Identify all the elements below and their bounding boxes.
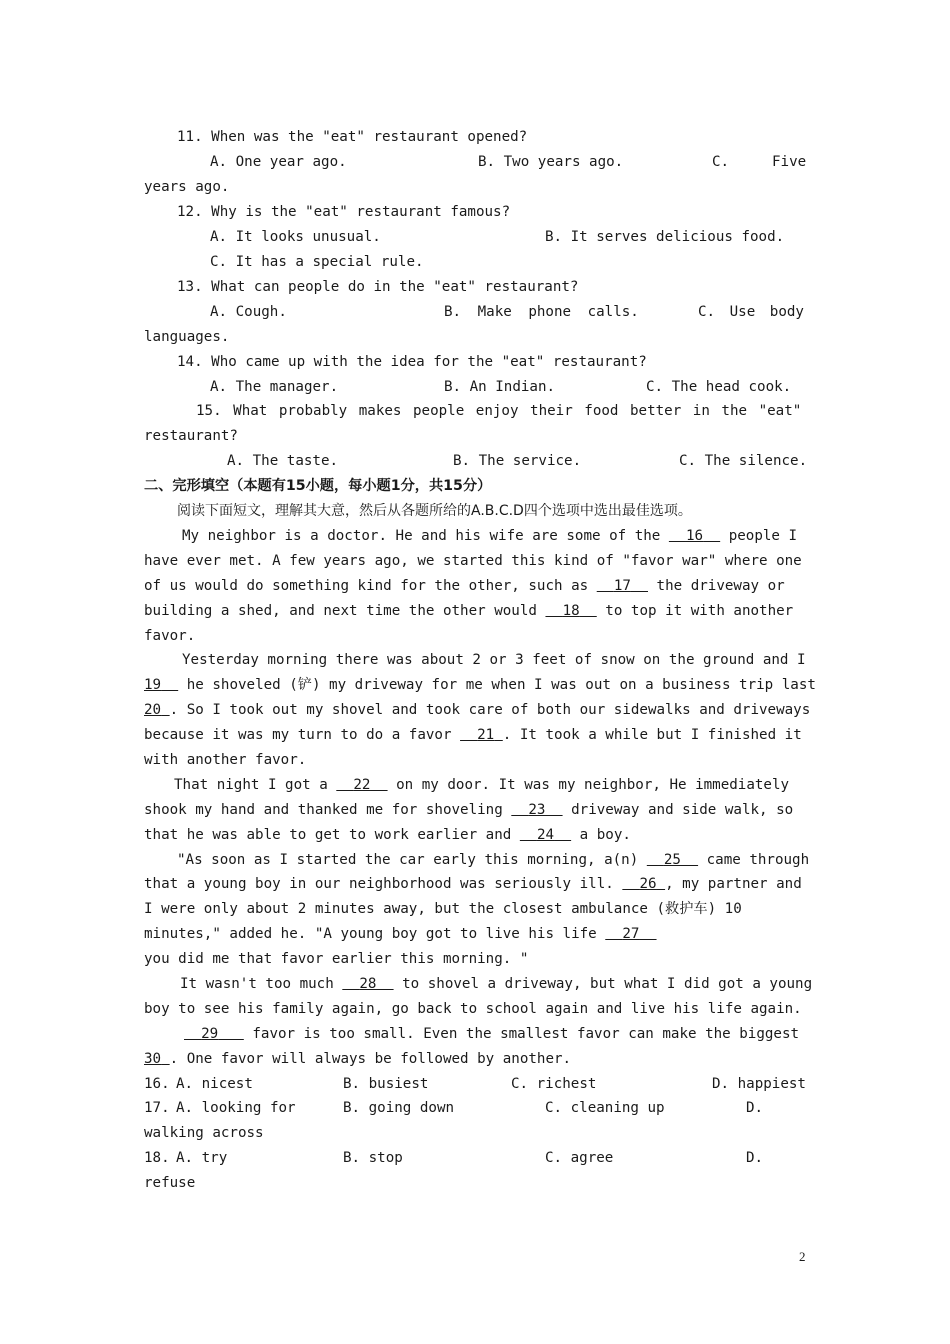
blank-23: 23 bbox=[528, 802, 546, 818]
q13-option-c: C. Use body bbox=[698, 304, 804, 320]
blank-30: 30 bbox=[144, 1051, 162, 1067]
passage-line: favor. bbox=[144, 628, 196, 644]
section-heading: 二、完形填空（本题有15小题，每小题1分，共15分） bbox=[144, 478, 492, 494]
question-12: 12. Why is the "eat" restaurant famous? bbox=[177, 204, 511, 220]
blank-21: 21 bbox=[477, 727, 495, 743]
passage-line: That night I got a 22 on my door. It was my neighbor, He immediately bbox=[174, 777, 790, 793]
blank-16: 16 bbox=[685, 528, 704, 544]
blank-19: 19 bbox=[144, 677, 162, 693]
q12-option-c: C. It has a special rule. bbox=[210, 254, 424, 270]
passage-line: that a young boy in our neighborhood was seriously ill. 26 , my partner and bbox=[144, 876, 802, 892]
option-17-d-cont: walking across bbox=[144, 1125, 264, 1141]
q11-option-c: C. bbox=[712, 154, 730, 170]
option-18-number: 18. bbox=[144, 1150, 170, 1166]
option-18-a: A. try bbox=[176, 1150, 228, 1166]
q15-option-b: B. The service. bbox=[453, 453, 582, 469]
passage-line: have ever met. A few years ago, we started this kind of "favor war" where one bbox=[144, 553, 802, 569]
option-17-b: B. going down bbox=[343, 1100, 455, 1116]
option-16-d: D. happiest bbox=[712, 1076, 806, 1092]
passage-line: boy to see his family again, go back to school again and live his life again. bbox=[144, 1001, 802, 1017]
option-17-number: 17. bbox=[144, 1100, 170, 1116]
passage-line: 30 . One favor will always be followed by another. bbox=[144, 1051, 572, 1067]
passage-line: "As soon as I started the car early this morning, a(n) 25 came through bbox=[177, 852, 810, 868]
blank-28: 28 bbox=[359, 976, 377, 992]
blank-22: 22 bbox=[353, 777, 371, 793]
q11-option-b: B. Two years ago. bbox=[478, 154, 624, 170]
option-18-c: C. agree bbox=[545, 1150, 614, 1166]
passage-line: 29 favor is too small. Even the smallest favor can make the biggest bbox=[201, 1026, 800, 1042]
passage-line: because it was my turn to do a favor 21 . It took a while but I finished it bbox=[144, 727, 802, 743]
q13-option-b: B. Make phone calls. bbox=[444, 304, 639, 320]
blank-26: 26 bbox=[639, 876, 657, 892]
q14-option-a: A. The manager. bbox=[210, 379, 339, 395]
q12-option-b: B. It serves delicious food. bbox=[545, 229, 785, 245]
blank-17: 17 bbox=[613, 578, 631, 594]
q11-option-a: A. One year ago. bbox=[210, 154, 347, 170]
passage-line: shook my hand and thanked me for shoveling 23 driveway and side walk, so bbox=[144, 802, 794, 818]
passage-line: minutes," added he. "A young boy got to live his life 27 bbox=[144, 926, 640, 942]
passage-line: I were only about 2 minutes away, but the closest ambulance (救护车) 10 bbox=[144, 901, 742, 917]
question-11: 11. When was the "eat" restaurant opened? bbox=[177, 129, 528, 145]
blank-29: 29 bbox=[201, 1026, 219, 1042]
question-15: 15. What probably makes people enjoy their food better in the "eat" bbox=[196, 403, 802, 419]
option-16-b: B. busiest bbox=[343, 1076, 429, 1092]
section-instruction: 阅读下面短文，理解其大意，然后从各题所给的A.B.C.D四个选项中选出最佳选项。 bbox=[177, 503, 692, 519]
option-18-b: B. stop bbox=[343, 1150, 403, 1166]
blank-18: 18 bbox=[562, 603, 580, 619]
passage-line: 19 he shoveled (铲) my driveway for me when I was out on a business trip last bbox=[144, 677, 816, 693]
q15-option-a: A. The taste. bbox=[227, 453, 339, 469]
option-17-c: C. cleaning up bbox=[545, 1100, 665, 1116]
q14-option-c: C. The head cook. bbox=[646, 379, 792, 395]
blank-27: 27 bbox=[622, 926, 640, 942]
passage-line: that he was able to get to work earlier and 24 a boy. bbox=[144, 827, 631, 843]
q15-option-c: C. The silence. bbox=[679, 453, 808, 469]
passage-line: with another favor. bbox=[144, 752, 307, 768]
option-16-c: C. richest bbox=[511, 1076, 597, 1092]
page-number: 2 bbox=[799, 1249, 806, 1264]
q11-option-c-text: Five bbox=[772, 154, 807, 170]
q13-option-c-cont: languages. bbox=[144, 329, 230, 345]
blank-20: 20 bbox=[144, 702, 162, 718]
passage-line: Yesterday morning there was about 2 or 3 feet of snow on the ground and I bbox=[182, 652, 806, 668]
blank-24: 24 bbox=[536, 827, 555, 843]
passage-line: My neighbor is a doctor. He and his wife are some of the 16 people I bbox=[182, 528, 798, 544]
option-17-d: D. bbox=[746, 1100, 764, 1116]
option-17-a: A. looking for bbox=[176, 1100, 296, 1116]
option-16-number: 16. bbox=[144, 1076, 170, 1092]
q14-option-b: B. An Indian. bbox=[444, 379, 556, 395]
passage-line: you did me that favor earlier this morning. " bbox=[144, 951, 529, 967]
option-18-d-cont: refuse bbox=[144, 1175, 196, 1191]
q11-option-c-cont: years ago. bbox=[144, 179, 230, 195]
blank-25: 25 bbox=[663, 852, 681, 868]
passage-line: It wasn't too much 28 to shovel a driveway, but what I did got a young bbox=[180, 976, 813, 992]
passage-line: building a shed, and next time the other would 18 to top it with another bbox=[144, 603, 794, 619]
q13-option-a: A. Cough. bbox=[210, 304, 287, 320]
option-18-d: D. bbox=[746, 1150, 764, 1166]
question-13: 13. What can people do in the "eat" restaurant? bbox=[177, 279, 579, 295]
passage-line: of us would do something kind for the other, such as 17 the driveway or bbox=[144, 578, 785, 594]
question-15-cont: restaurant? bbox=[144, 428, 238, 444]
question-14: 14. Who came up with the idea for the "eat" restaurant? bbox=[177, 354, 647, 370]
q12-option-a: A. It looks unusual. bbox=[210, 229, 381, 245]
option-16-a: A. nicest bbox=[176, 1076, 253, 1092]
passage-line: 20 . So I took out my shovel and took care of both our sidewalks and driveways bbox=[144, 702, 811, 718]
